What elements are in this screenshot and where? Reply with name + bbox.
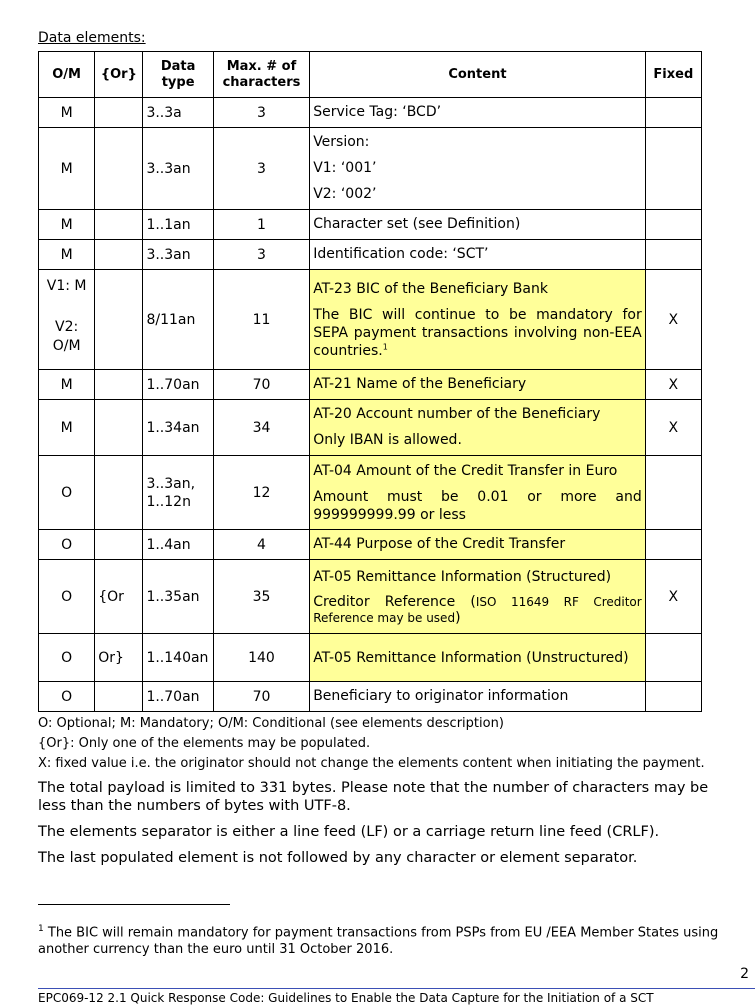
cell-content: AT-23 BIC of the Beneficiary Bank The BIC will continue to be mandatory for SEPA payment transactions involving non-EEA countries.$^1$ <box>310 270 646 370</box>
cell-or <box>95 682 143 712</box>
note-fixed-legend: X: fixed value i.e. the originator should not change the elements content when initiating the payment. <box>38 756 705 771</box>
cell-type: 1..70an <box>143 682 213 712</box>
table-row <box>39 530 702 560</box>
cell-content: AT-04 Amount of the Credit Transfer in Euro Amount must be 0.01 or more and 999999999.99 or less <box>310 456 646 530</box>
cell-om: M <box>39 240 95 270</box>
cell-content: AT-44 Purpose of the Credit Transfer <box>310 530 646 560</box>
cell-max: 35 <box>213 560 309 634</box>
table-row <box>39 210 702 240</box>
table-row <box>39 682 702 712</box>
header-fixed: Fixed <box>645 52 701 98</box>
footnote <box>38 921 738 958</box>
cell-max: 3 <box>213 128 309 210</box>
cell-type: 3..3an <box>143 240 213 270</box>
cell-max: 12 <box>213 456 309 530</box>
cell-om: O <box>39 530 95 560</box>
cell-or <box>95 128 143 210</box>
cell-om: O <box>39 456 95 530</box>
cell-or <box>95 210 143 240</box>
cell-or <box>95 240 143 270</box>
cell-fixed <box>645 456 701 530</box>
cell-content: AT-05 Remittance Information (Unstructured) <box>310 634 646 682</box>
cell-fixed: X <box>645 560 701 634</box>
table-row <box>39 240 702 270</box>
cell-type: 8/11an <box>143 270 213 370</box>
header-or: {Or} <box>95 52 143 98</box>
cell-type: 3..3an <box>143 128 213 210</box>
cell-or <box>95 370 143 400</box>
cell-max: 4 <box>213 530 309 560</box>
cell-or <box>95 400 143 456</box>
body-text <box>38 779 738 875</box>
table-row <box>39 98 702 128</box>
cell-type: 1..140an <box>143 634 213 682</box>
table-row <box>39 370 702 400</box>
cell-content: AT-20 Account number of the Beneficiary Only IBAN is allowed. <box>310 400 646 456</box>
cell-max: 70 <box>213 370 309 400</box>
cell-or: Or} <box>95 634 143 682</box>
cell-max: 34 <box>213 400 309 456</box>
data-elements-table <box>38 51 702 712</box>
cell-fixed <box>645 634 701 682</box>
paragraph-separator: The elements separator is either a line feed (LF) or a carriage return line feed (CRLF). <box>38 824 660 840</box>
cell-type: 1..35an <box>143 560 213 634</box>
cell-content: Identification code: ‘SCT’ <box>310 240 646 270</box>
cell-max: 70 <box>213 682 309 712</box>
cell-om: M <box>39 210 95 240</box>
header-content: Content <box>310 52 646 98</box>
note-or-legend: {Or}: Only one of the elements may be populated. <box>38 736 371 751</box>
table-row <box>39 128 702 210</box>
cell-max: 3 <box>213 98 309 128</box>
footnote-text: The BIC will remain mandatory for payment transactions from PSPs from EU /EEA Member States using another currency than the euro until 31 October 2016. <box>38 925 719 958</box>
table-row <box>39 400 702 456</box>
note-om-legend: O: Optional; M: Mandatory; O/M: Conditional (see elements description) <box>38 716 504 731</box>
cell-fixed <box>645 682 701 712</box>
cell-fixed: X <box>645 270 701 370</box>
header-om: O/M <box>39 52 95 98</box>
cell-content: AT-21 Name of the Beneficiary <box>310 370 646 400</box>
cell-fixed <box>645 98 701 128</box>
cell-or <box>95 270 143 370</box>
cell-om: M <box>39 370 95 400</box>
cell-or <box>95 98 143 128</box>
cell-fixed: X <box>645 400 701 456</box>
cell-fixed <box>645 530 701 560</box>
cell-content: Character set (see Definition) <box>310 210 646 240</box>
footnote-divider <box>38 904 230 905</box>
cell-om: O <box>39 560 95 634</box>
cell-type: 3..3a <box>143 98 213 128</box>
footer-text: EPC069-12 2.1 Quick Response Code: Guidelines to Enable the Data Capture for the Initiation of a SCT <box>38 991 654 1005</box>
cell-fixed: X <box>645 370 701 400</box>
cell-type: 1..1an <box>143 210 213 240</box>
cell-om: M <box>39 98 95 128</box>
cell-om: O <box>39 634 95 682</box>
cell-type: 1..34an <box>143 400 213 456</box>
header-max-characters: Max. # of characters <box>213 52 309 98</box>
cell-fixed <box>645 210 701 240</box>
cell-max: 3 <box>213 240 309 270</box>
page-number: 2 <box>740 966 749 982</box>
cell-max: 11 <box>213 270 309 370</box>
table-legend-notes <box>38 714 738 774</box>
cell-fixed <box>645 240 701 270</box>
cell-max: 1 <box>213 210 309 240</box>
paragraph-last-element: The last populated element is not followed by any character or element separator. <box>38 850 638 866</box>
table-row <box>39 560 702 634</box>
header-data-type: Data type <box>143 52 213 98</box>
section-heading: Data elements: <box>38 30 146 46</box>
cell-or <box>95 530 143 560</box>
cell-om: V1: M V2: O/M <box>39 270 95 370</box>
cell-content: Beneficiary to originator information <box>310 682 646 712</box>
table-header-row <box>39 52 702 98</box>
footer-rule <box>38 988 755 989</box>
cell-max: 140 <box>213 634 309 682</box>
cell-om: M <box>39 400 95 456</box>
cell-type: 1..4an <box>143 530 213 560</box>
footnote-marker: 1 <box>382 341 388 351</box>
cell-content: Version: V1: ‘001’ V2: ‘002’ <box>310 128 646 210</box>
cell-om: O <box>39 682 95 712</box>
cell-content: Service Tag: ‘BCD’ <box>310 98 646 128</box>
footnote-number: 1 <box>38 924 44 934</box>
cell-fixed <box>645 128 701 210</box>
table-row <box>39 634 702 682</box>
cell-content: AT-05 Remittance Information (Structured) Creditor Reference (ISO 11649 RF Creditor Reference may be used) <box>310 560 646 634</box>
table-row <box>39 270 702 370</box>
cell-or: {Or <box>95 560 143 634</box>
cell-or <box>95 456 143 530</box>
cell-type: 1..70an <box>143 370 213 400</box>
cell-om: M <box>39 128 95 210</box>
table-row <box>39 456 702 530</box>
paragraph-payload: The total payload is limited to 331 bytes. Please note that the number of characters may be less than the numbers of bytes with UTF-8. <box>38 780 709 814</box>
cell-type: 3..3an,1..12n <box>143 456 213 530</box>
